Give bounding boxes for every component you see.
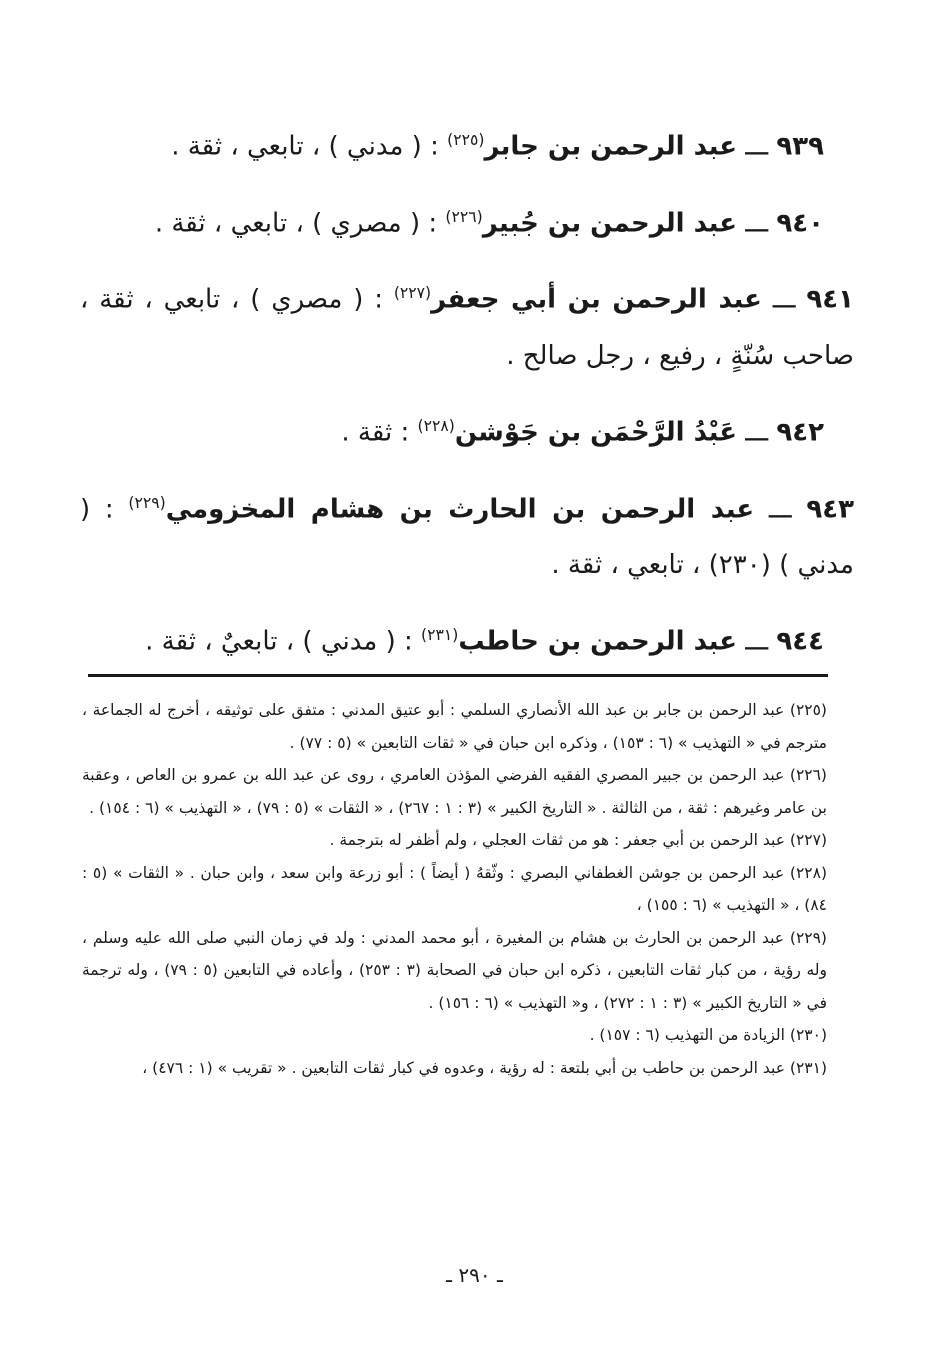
footnote-number: (٢٢٩) (789, 928, 827, 947)
footnote-229 (82, 922, 827, 1020)
footnote-number: (٢٢٥) (789, 701, 827, 719)
footnote-marker: (٢٢٨) (417, 416, 455, 435)
footnote-text: عبد الرحمن بن حاطب بن أبي بلتعة : له رؤية ، وعدوه في كبار ثقات التابعين . « تقريب » (١ : ٤٧٦) ، (142, 1058, 785, 1077)
footnote-number: (٢٢٨) (789, 863, 827, 882)
entry-dash: ـــ (754, 494, 792, 525)
entry-number: ٩٤٣ (806, 494, 855, 525)
footnote-text: عبد الرحمن بن جوشن الغطفاني البصري : وثّقهُ ( أيضاً ) : أبو زرعة وابن سعد ، وابن حبان . « الثقات » (٥ : ٨٤) ، « التهذيب » (٦ : ١٥٥) ، (82, 863, 827, 914)
entry-dash: ـــ (737, 208, 769, 239)
entry-dash: ـــ (737, 131, 769, 162)
entry-dash: ـــ (737, 626, 769, 657)
footnote-text: عبد الرحمن بن جابر بن عبد الله الأنصاري السلمي : أبو عتيق المدني : متفق على توثيقه ، أخرج له الجماعة ، مترجم في « التهذيب » (٦ : ١٥٣) ، وذكره ابن حبان في « ثقات التابعين » (٥ : ٧٧) . (82, 701, 827, 752)
footnote-text: الزيادة من التهذيب (٦ : ١٥٧) . (589, 1026, 785, 1044)
entry-943 (80, 475, 854, 594)
footnote-225 (82, 694, 827, 759)
footnote-number: (٢٢٦) (789, 766, 827, 784)
entry-944 (80, 607, 824, 670)
footnote-text: عبد الرحمن بن جبير المصري الفقيه الفرضي المؤذن العامري ، روى عن عبد الله بن عمرو بن العاص ، وعقبة بن عامر وغيرهم : ثقة ، من الثالثة . « التاريخ الكبير » (٣ : ١ : ٢٦٧) ، « الثقات » (٥ : ٧٩) ، « التهذيب » (٦ : ١٥٤) . (82, 766, 827, 817)
footnote-text: عبد الرحمن بن الحارث بن هشام بن المغيرة ، أبو محمد المدني : ولد في زمان النبي صلى الله عليه وسلم ، وله رؤية ، من كبار ثقات التابعين ، ذكره ابن حبان في الصحابة (٣ : ٢٥٣) ، وأعاده في التابعين (٥ : ٧٩) ، وله ترجمة في « التاريخ الكبير » (٣ : ١ : ٢٧٢) ، و« التهذيب » (٦ : ١٥٦) . (82, 928, 828, 1012)
page-number: ـ ٢٩٠ ـ (446, 1263, 503, 1287)
entry-939 (80, 112, 824, 175)
footnote-number: (٢٢٧) (789, 831, 827, 849)
footnote-231 (82, 1052, 827, 1085)
footnote-number: (٢٣٠) (789, 1026, 827, 1044)
entry-941 (80, 265, 854, 384)
biography-entries (80, 112, 855, 684)
entry-description: : ( مصري ) ، تابعي ، ثقة . (154, 208, 446, 239)
footnote-marker: (٢٢٦) (445, 207, 483, 226)
entry-942 (80, 398, 824, 461)
entry-dash: ـــ (737, 417, 769, 448)
footnote-226 (82, 759, 827, 824)
entry-name: عبد الرحمن بن جُبير (482, 208, 737, 239)
footnote-230 (82, 1019, 827, 1052)
entry-name: عبد الرحمن بن الحارث بن هشام المخزومي (165, 494, 755, 525)
entry-dash: ـــ (761, 284, 796, 315)
entry-number: ٩٤٠ (776, 208, 824, 239)
entry-description: : ( مصري ) ، تابعي ، ثقة ، صاحب سُنّةٍ ، رفيع ، رجل صالح . (80, 284, 854, 371)
footnote-228 (82, 857, 827, 922)
entry-name: عبد الرحمن بن حاطب (458, 626, 737, 657)
footnote-text: عبد الرحمن بن أبي جعفر : هو من ثقات العجلي ، ولم أظفر له بترجمة . (329, 831, 785, 849)
footnote-227 (82, 824, 827, 857)
footnote-divider (88, 674, 828, 677)
entry-number: ٩٤٢ (776, 417, 824, 448)
footnote-marker: (٢٢٩) (128, 493, 166, 512)
entry-description: : ( مدني ) ، تابعي ، ثقة . (171, 131, 448, 162)
entry-name: عبد الرحمن بن جابر (484, 131, 737, 162)
entry-940 (80, 189, 824, 252)
entry-number: ٩٤١ (806, 284, 854, 315)
entry-description: : ( مدني ) ، تابعيٌ ، ثقة . (145, 626, 422, 657)
entry-name: عبد الرحمن بن أبي جعفر (431, 284, 762, 315)
footnote-marker: (٢٢٥) (447, 131, 485, 149)
footnote-marker: (٢٣١) (421, 626, 459, 645)
entry-name: عَبْدُ الرَّحْمَن بن جَوْشن (454, 417, 737, 448)
entry-number: ٩٣٩ (776, 131, 824, 162)
entry-description: : ( مدني ) (٢٣٠) ، تابعي ، ثقة . (80, 494, 854, 581)
footnotes (82, 694, 827, 1084)
footnote-marker: (٢٢٧) (393, 284, 432, 303)
entry-number: ٩٤٤ (776, 626, 824, 657)
footnote-number: (٢٣١) (789, 1058, 827, 1077)
entry-description: : ثقة . (341, 417, 418, 448)
